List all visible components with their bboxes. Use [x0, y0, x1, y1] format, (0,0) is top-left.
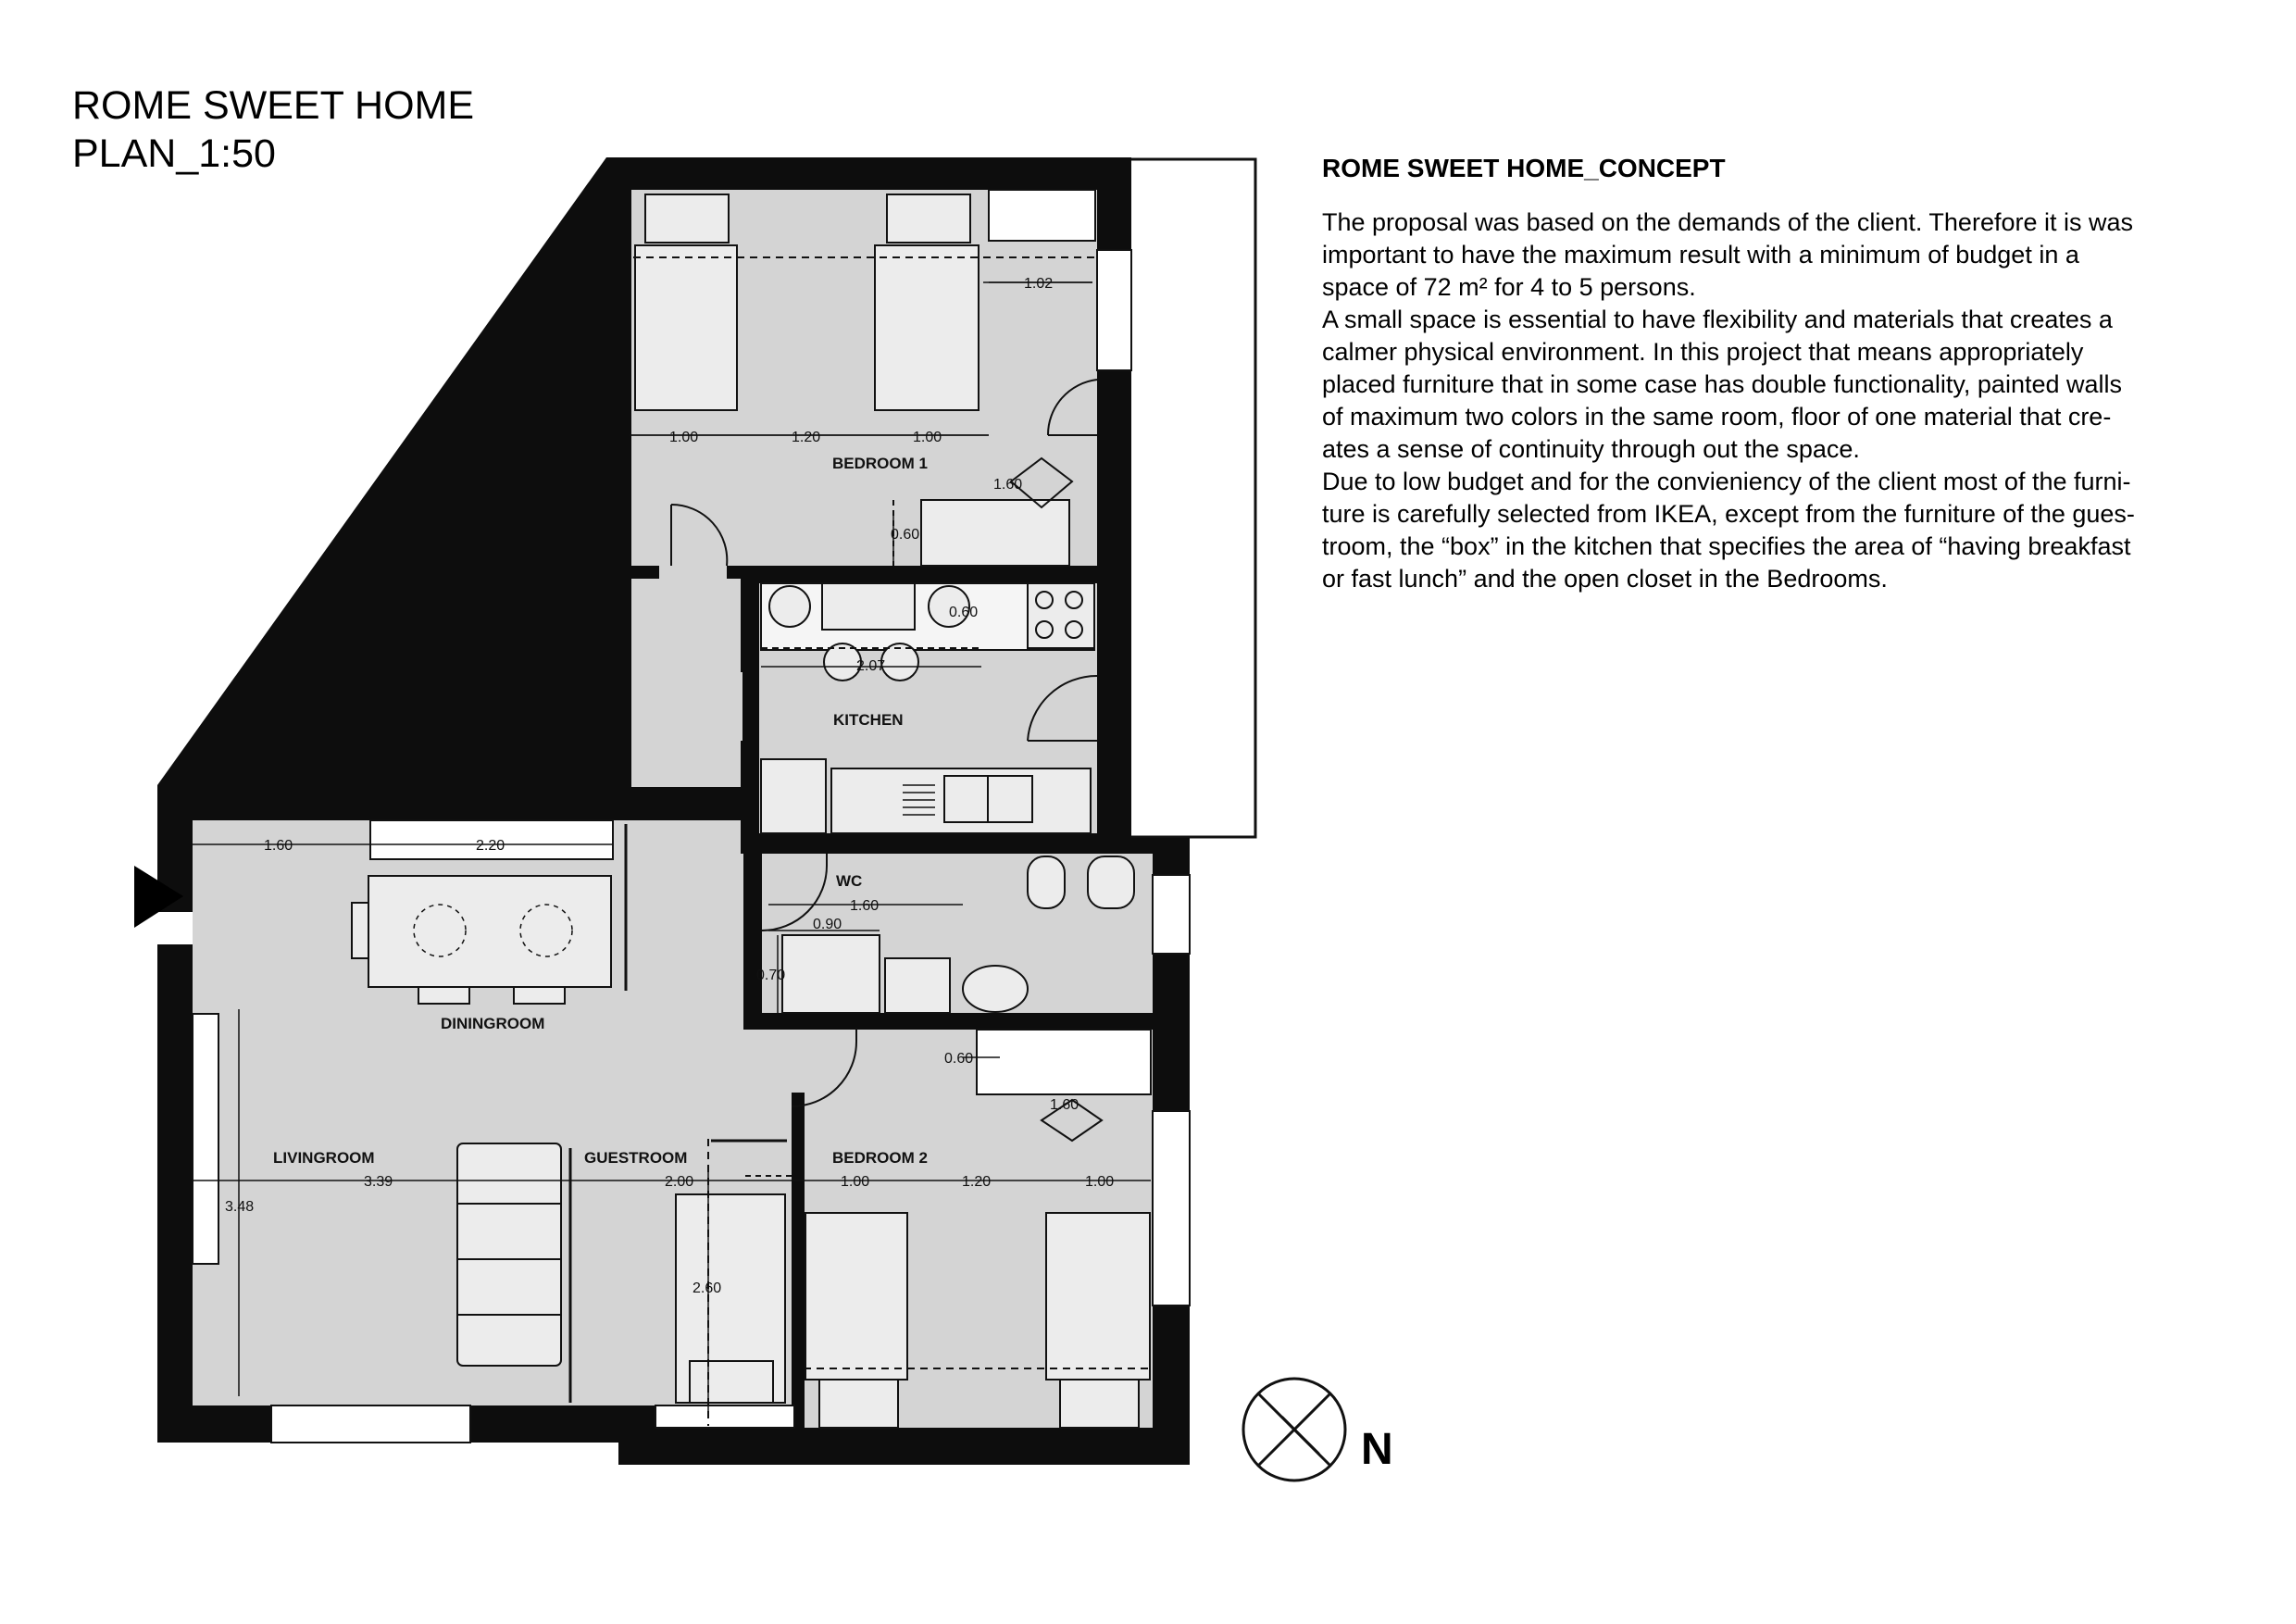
dimension-label: 2.00 [665, 1174, 694, 1190]
north-label: N [1361, 1425, 1393, 1474]
dimension-label: 1.60 [1050, 1097, 1079, 1113]
bed [805, 1213, 907, 1380]
closet [921, 500, 1069, 566]
dimension-label: 3.48 [225, 1199, 255, 1215]
dimension-label: 1.60 [850, 898, 880, 914]
concept-heading: ROME SWEET HOME_CONCEPT [1322, 154, 1726, 182]
dimension-label: 1.00 [669, 430, 699, 445]
dimension-label: 0.60 [949, 605, 979, 620]
dimension-label: 0.60 [944, 1051, 974, 1067]
concept-line: of maximum two colors in the same room, floor of one material that cre- [1322, 403, 2112, 431]
dimension-label: 0.70 [756, 968, 786, 983]
dimension-label: 1.20 [792, 430, 821, 445]
north-compass-icon [1243, 1379, 1345, 1480]
concept-line: or fast lunch” and the open closet in the Bedrooms. [1322, 565, 1888, 593]
dimension-label: 1.60 [264, 838, 293, 854]
dimension-label: 1.60 [993, 477, 1023, 493]
pillow [1060, 1380, 1139, 1428]
concept-line: troom, the “box” in the kitchen that specifies the area of “having breakfast [1322, 532, 2131, 560]
dimension-label: 0.90 [813, 917, 842, 932]
balcony [1129, 159, 1255, 837]
dining-table [368, 876, 611, 987]
chair [514, 987, 565, 1004]
concept-line: Due to low budget and for the convieniency of the client most of the furni- [1322, 468, 2131, 495]
project-title: ROME SWEET HOME [72, 83, 475, 128]
pillow [690, 1361, 773, 1403]
tv-unit [193, 1014, 218, 1264]
dimension-label: 2.20 [476, 838, 505, 854]
room-label-bedroom-1: BEDROOM 1 [832, 455, 928, 472]
room-label-bedroom-2: BEDROOM 2 [832, 1149, 928, 1167]
concept-line: placed furniture that in some case has double functionality, painted walls [1322, 370, 2123, 398]
room-label-wc: WC [836, 872, 863, 890]
room-label-livingroom: LIVINGROOM [273, 1149, 375, 1167]
room-label-guestroom: GUESTROOM [584, 1149, 688, 1167]
bench [822, 583, 915, 630]
dimension-label: 3.39 [364, 1174, 393, 1190]
plan-scale: PLAN_1:50 [72, 131, 276, 176]
dimension-label: 0.60 [891, 527, 920, 543]
pillow [887, 194, 970, 243]
closet [977, 1030, 1151, 1094]
toilet-icon [1028, 856, 1065, 908]
shelf [989, 190, 1095, 241]
concept-line: ture is carefully selected from IKEA, except from the furniture of the gues- [1322, 500, 2135, 528]
dimension-label: 1.02 [1024, 276, 1054, 292]
concept-line: The proposal was based on the demands of the client. Therefore it is was [1322, 208, 2133, 236]
pillow [645, 194, 729, 243]
room-label-kitchen: KITCHEN [833, 711, 904, 729]
dimension-label: 1.00 [913, 430, 942, 445]
concept-line: important to have the maximum result with a minimum of budget in a [1322, 241, 2079, 269]
concept-line: A small space is essential to have flexibility and materials that creates a [1322, 306, 2113, 333]
bed [1046, 1213, 1150, 1380]
chair [418, 987, 469, 1004]
bed [875, 245, 979, 410]
dimension-label: 1.00 [1085, 1174, 1115, 1190]
fridge [761, 759, 826, 833]
washbasin-icon [963, 966, 1028, 1012]
dimension-label: 1.20 [962, 1174, 992, 1190]
concept-line: ates a sense of continuity through out the space. [1322, 435, 1860, 463]
bed [635, 245, 737, 410]
sofa [457, 1143, 561, 1366]
stool [769, 586, 810, 627]
pillow [819, 1380, 898, 1428]
bidet-icon [1088, 856, 1134, 908]
room-label-diningroom: DININGROOM [441, 1015, 545, 1032]
cabinet [885, 958, 950, 1013]
stove [1028, 583, 1094, 648]
dimension-label: 2.60 [693, 1280, 722, 1296]
shower-tray [782, 935, 880, 1013]
kitchen-counter [831, 768, 1091, 833]
chair [352, 903, 368, 958]
dimension-label: 2.07 [856, 658, 886, 674]
concept-line: calmer physical environment. In this project that means appropriately [1322, 338, 2084, 366]
concept-line: space of 72 m² for 4 to 5 persons. [1322, 273, 1696, 301]
dimension-label: 1.00 [841, 1174, 870, 1190]
